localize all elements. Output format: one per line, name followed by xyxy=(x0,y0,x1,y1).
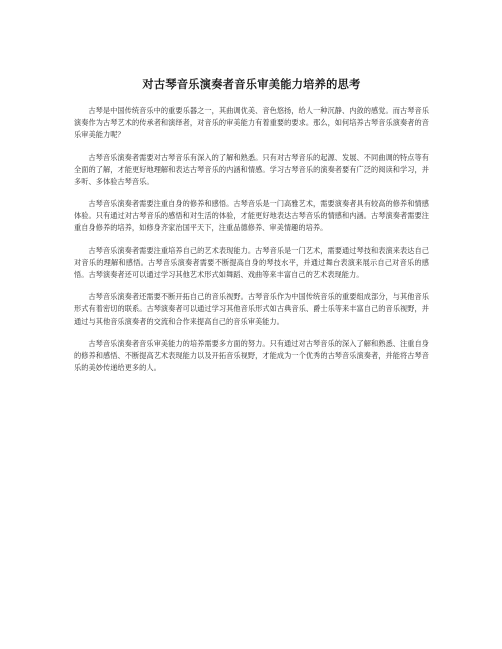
paragraph-5: 古琴音乐演奏者还需要不断开拓自己的音乐视野。古琴音乐作为中国传统音乐的重要组成部分，与其他音乐形式有着密切的联系。古琴演奏者可以通过学习其他音乐形式如古典音乐、爵士乐等来丰富自己的音乐视野，并通过与其他音乐演奏者的交流和合作来提高自己的音乐审美能力。 xyxy=(74,292,429,326)
paragraph-4: 古琴音乐演奏者需要注重培养自己的艺术表现能力。古琴音乐是一门艺术，需要通过琴技和表演来表达自己对音乐的理解和感悟。古琴音乐演奏者需要不断提高自身的琴技水平，并通过舞台表演来展示自己对音乐的感悟。古琴演奏者还可以通过学习其他艺术形式如舞蹈、戏曲等来丰富自己的艺术表现能力。 xyxy=(74,245,429,279)
paragraph-1: 古琴是中国传统音乐中的重要乐器之一，其曲调优美、音色悠扬，给人一种沉静、内敛的感觉。而古琴音乐演奏作为古琴艺术的传承者和演绎者，对音乐的审美能力有着重要的要求。那么，如何培养古琴音乐演奏者的音乐审美能力呢？ xyxy=(74,106,429,140)
document-page xyxy=(74,76,429,384)
paragraph-2: 古琴音乐演奏者需要对古琴音乐有深入的了解和熟悉。只有对古琴音乐的起源、发展、不同曲调的特点等有全面的了解，才能更好地理解和表达古琴音乐的内涵和情感。学习古琴音乐的演奏者要有广泛的阅读和学习，并多听、多体验古琴音乐。 xyxy=(74,152,429,186)
document-title: 对古琴音乐演奏者音乐审美能力培养的思考 xyxy=(142,78,361,91)
paragraph-6: 古琴音乐演奏者音乐审美能力的培养需要多方面的努力。只有通过对古琴音乐的深入了解和熟悉、注重自身的修养和感悟、不断提高艺术表现能力以及开拓音乐视野，才能成为一个优秀的古琴音乐演奏者，并能将古琴音乐的美妙传递给更多的人。 xyxy=(74,338,429,373)
paragraph-3: 古琴音乐演奏者需要注重自身的修养和感悟。古琴音乐是一门高雅艺术，需要演奏者具有较高的修养和情感体验。只有通过对古琴音乐的感悟和对生活的体验，才能更好地表达古琴音乐的情感和内涵。古琴演奏者需要注重自身修养的培养，如修身齐家治国平天下，注重品德修养、审美情趣的培养。 xyxy=(74,199,429,233)
